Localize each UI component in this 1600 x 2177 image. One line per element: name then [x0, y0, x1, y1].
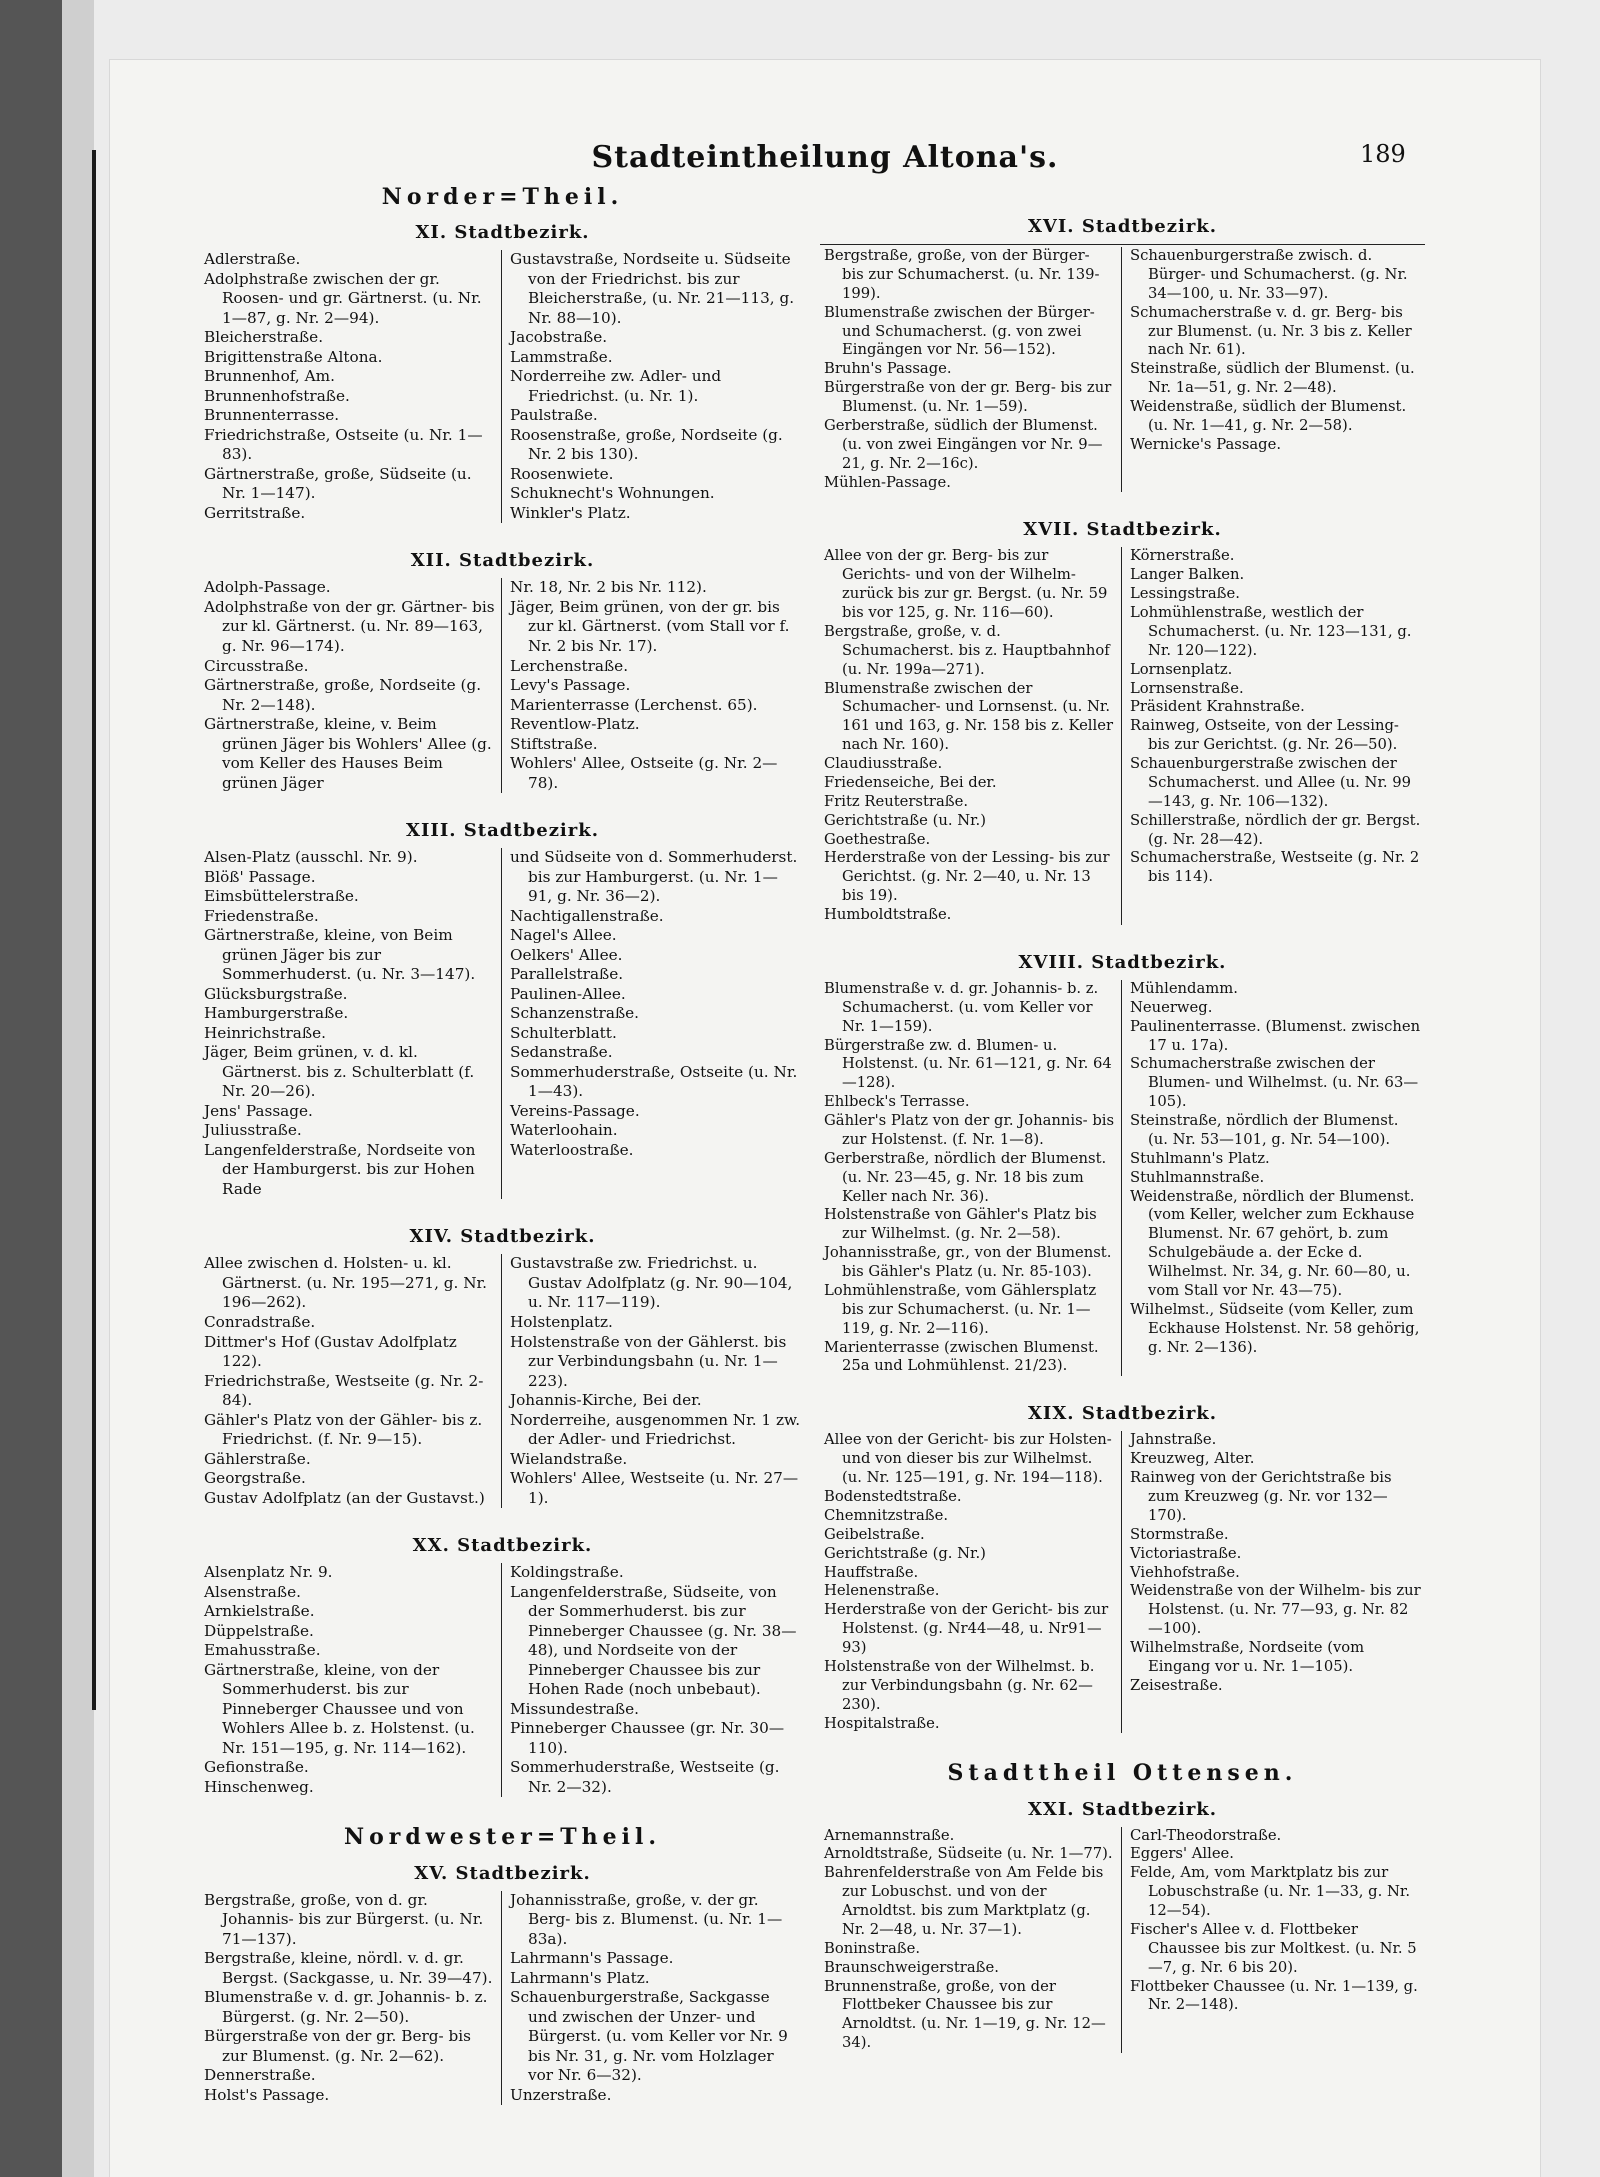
street-entry: Conradstraße. [204, 1313, 316, 1331]
street-entry: Schuknecht's Wohnungen. [510, 484, 715, 503]
street-entry: Marienterrasse (Lerchenst. 65). [510, 695, 758, 714]
street-entry: Holstenstraße von der Gählerst. bis zur Verbindungsbahn (u. Nr. 1—223). [510, 1332, 787, 1390]
district-heading: XXI. Stadtbezirk. [1027, 1798, 1218, 1820]
district-heading: XV. Stadtbezirk. [414, 1862, 591, 1884]
right-column [820, 215, 1425, 2079]
street-entry: Sommerhuderstraße, Ostseite (u. Nr. 1—43). [510, 1062, 798, 1101]
street-entry: Gähler's Platz von der gr. Johannis- bis zur Holstenst. (f. Nr. 1—8). [824, 1112, 1115, 1148]
street-entry: Allee von der gr. Berg- bis zur Gerichts- und von der Wilhelm- zurück bis zur gr. Bergst. (u. Nr. 59 bis vor 125, g. Nr. 116—60). [824, 547, 1108, 622]
street-list [502, 578, 805, 793]
street-entry: Hauffstraße. [824, 1563, 919, 1581]
street-list [502, 1563, 805, 1797]
street-entry: Körnerstraße. [1130, 547, 1235, 565]
district-section [200, 549, 805, 793]
district-section [820, 1402, 1425, 1733]
district-section [200, 1862, 805, 2106]
district-heading: XI. Stadtbezirk. [415, 222, 590, 244]
street-entry: Holstenstraße von Gähler's Platz bis zur Wilhelmst. (g. Nr. 2—58). [824, 1206, 1097, 1243]
street-entry: Hinschenweg. [204, 1777, 314, 1796]
page-title: Stadteintheilung Altona's. [591, 140, 1059, 175]
street-entry: Circusstraße. [204, 656, 309, 675]
street-entry: Paulinen-Allee. [510, 984, 626, 1003]
street-entry: Gärtnerstraße, kleine, von der Sommerhuderst. bis zur Pinneberger Chaussee und von Wohlers Allee b. z. Holstenst. (u. Nr. 151—195, g. Nr. 114—162). [204, 1660, 475, 1757]
street-entry: Bürgerstraße zw. d. Blumen- u. Holstenst. (u. Nr. 61—121, g. Nr. 64—128). [824, 1036, 1112, 1092]
street-entry: Allee von der Gericht- bis zur Holsten- und von dieser bis zur Wilhelmst. (u. Nr. 125—191, g. Nr. 194—118). [824, 1431, 1112, 1487]
street-entry: Pinneberger Chaussee (gr. Nr. 30—110). [510, 1719, 785, 1757]
street-entry: Braunschweigerstraße. [824, 1958, 999, 1976]
street-entry: Gefionstraße. [204, 1758, 309, 1777]
street-list [1122, 547, 1425, 925]
street-entry: Bodenstedtstraße. [824, 1488, 962, 1505]
street-list [200, 1891, 502, 2106]
street-entry: Friedenstraße. [204, 906, 319, 925]
street-entry: Jens' Passage. [204, 1101, 313, 1120]
street-entry: und Südseite von d. Sommerhuderst. bis zur Hamburgerst. (u. Nr. 1—91, g. Nr. 36—2). [510, 848, 798, 906]
street-entry: Eimsbüttelerstraße. [204, 887, 359, 906]
street-entry: Kreuzweg, Alter. [1130, 1450, 1255, 1468]
scan-edge-light [62, 0, 94, 2177]
street-entry: Gähler's Platz von der Gähler- bis z. Friedrichst. (f. Nr. 9—15). [204, 1410, 483, 1449]
street-entry: Stuhlmannstraße. [1130, 1168, 1265, 1186]
street-entry: Waterloostraße. [510, 1140, 634, 1159]
district-heading: XIV. Stadtbezirk. [409, 1226, 596, 1248]
street-entry: Gerichtstraße (g. Nr.) [824, 1544, 986, 1562]
street-entry: Blöß' Passage. [204, 867, 316, 886]
street-entry: Lerchenstraße. [510, 656, 629, 675]
street-entry: Bleicherstraße. [204, 328, 324, 347]
street-list [502, 1891, 805, 2106]
street-entry: Schauenburgerstraße zwischen der Schumacherst. und Allee (u. Nr. 99—143, g. Nr. 106—132). [1130, 755, 1412, 810]
street-entry: Vereins-Passage. [510, 1101, 640, 1120]
street-entry: Gärtnerstraße, große, Nordseite (g. Nr. 2—148). [204, 676, 482, 714]
street-entry: Ehlbeck's Terrasse. [824, 1093, 970, 1111]
street-entry: Blumenstraße v. d. gr. Johannis- b. z. Bürgerst. (g. Nr. 2—50). [204, 1988, 488, 2026]
street-entry: Goethestraße. [824, 830, 931, 848]
street-entry: Wielandstraße. [510, 1449, 628, 1468]
street-entry: Lohmühlenstraße, vom Gählersplatz bis zur Schumacherst. (u. Nr. 1—119, g. Nr. 2—116). [824, 1281, 1097, 1337]
street-list [502, 848, 805, 1199]
street-entry: Gärtnerstraße, große, Südseite (u. Nr. 1—147). [204, 464, 472, 503]
street-entry: Gärtnerstraße, kleine, v. Beim grünen Jäger bis Wohlers' Allee (g. vom Keller des Hauses Beim grünen Jäger [204, 715, 492, 792]
street-entry: Schumacherstraße, Westseite (g. Nr. 2 bis 114). [1130, 849, 1420, 886]
street-entry: Hamburgerstraße. [204, 1004, 349, 1023]
street-entry: Jacobstraße. [510, 328, 608, 347]
street-entry: Bergstraße, große, v. d. Schumacherst. bis z. Hauptbahnhof (u. Nr. 199a—271). [824, 622, 1110, 678]
street-entry: Johannisstraße, große, v. der gr. Berg- bis z. Blumenst. (u. Nr. 1—83a). [510, 1890, 783, 1948]
street-list [502, 1254, 805, 1508]
part-heading-nordwester: Nordwester=Theil. [344, 1824, 661, 1851]
street-entry: Alsen-Platz (ausschl. Nr. 9). [204, 848, 418, 867]
street-entry: Wohlers' Allee, Westseite (u. Nr. 27—1). [510, 1469, 799, 1507]
street-entry: Roosenwiete. [510, 464, 614, 483]
street-entry: Weidenstraße von der Wilhelm- bis zur Holstenst. (u. Nr. 77—93, g. Nr. 82—100). [1130, 1582, 1421, 1638]
street-entry: Bahrenfelderstraße von Am Felde bis zur Lobuschst. und von der Arnoldtst. bis zum Marktplatz (g. Nr. 2—48, u. Nr. 37—1). [824, 1864, 1104, 1938]
street-entry: Fritz Reuterstraße. [824, 792, 969, 810]
street-entry: Adolphstraße von der gr. Gärtner- bis zur kl. Gärtnerst. (u. Nr. 89—163, g. Nr. 96—174). [204, 597, 495, 655]
street-entry: Weidenstraße, nördlich der Blumenst. (vom Keller, welcher zum Eckhause Blumenst. Nr. 67 gehört, b. zum Schulgebäude a. der Ecke d. Wilhelmst. Nr. 34, g. Nr. 60—80, u. vom Stall vor Nr. 43—75). [1130, 1187, 1415, 1299]
street-entry: Stiftstraße. [510, 734, 598, 753]
district-section [820, 1798, 1425, 2054]
street-entry: Boninstraße. [824, 1939, 921, 1957]
scan-edge-dark [0, 0, 62, 2177]
street-entry: Gerberstraße, südlich der Blumenst. (u. von zwei Eingängen vor Nr. 9—21, g. Nr. 2—16c). [824, 416, 1103, 472]
street-entry: Stuhlmann's Platz. [1130, 1149, 1270, 1167]
district-section [200, 221, 805, 523]
street-entry: Alsenplatz Nr. 9. [204, 1563, 333, 1582]
street-entry: Heinrichstraße. [204, 1023, 326, 1042]
street-entry: Viehhofstraße. [1130, 1563, 1240, 1581]
street-entry: Lornsenstraße. [1130, 679, 1244, 697]
street-entry: Koldingstraße. [510, 1563, 624, 1582]
street-entry: Lahrmann's Passage. [510, 1949, 674, 1968]
street-entry: Paulinenterrasse. (Blumenst. zwischen 17 u. 17a). [1130, 1017, 1421, 1054]
district-heading: XVII. Stadtbezirk. [1023, 519, 1222, 541]
street-entry: Georgstraße. [204, 1469, 306, 1488]
street-entry: Herderstraße von der Lessing- bis zur Gerichtst. (g. Nr. 2—40, u. Nr. 13 bis 19). [824, 849, 1110, 905]
street-list [502, 250, 805, 523]
street-entry: Holst's Passage. [204, 2085, 330, 2104]
street-entry: Mühlen-Passage. [824, 473, 951, 491]
district-section [820, 518, 1425, 925]
district-section [200, 1225, 805, 1508]
street-entry: Wilhelmstraße, Nordseite (vom Eingang vor u. Nr. 1—105). [1130, 1639, 1365, 1675]
street-list [820, 547, 1122, 925]
street-entry: Gerichtstraße (u. Nr.) [824, 811, 986, 829]
street-entry: Gustavstraße, Nordseite u. Südseite von der Friedrichst. bis zur Bleicherstraße, (u. Nr. 21—113, g. Nr. 88—10). [510, 250, 795, 327]
street-entry: Johannis-Kirche, Bei der. [510, 1391, 702, 1410]
street-entry: Lornsenplatz. [1130, 660, 1233, 678]
street-entry: Nr. 18, Nr. 2 bis Nr. 112). [510, 578, 707, 597]
street-list [1122, 1827, 1425, 2054]
street-entry: Adlerstraße. [204, 250, 301, 269]
street-entry: Sommerhuderstraße, Westseite (g. Nr. 2—32). [510, 1758, 780, 1796]
street-entry: Friedrichstraße, Westseite (g. Nr. 2-84). [204, 1371, 484, 1410]
street-list [820, 980, 1122, 1376]
district-heading: XX. Stadtbezirk. [412, 1535, 593, 1557]
street-entry: Unzerstraße. [510, 2085, 612, 2104]
street-entry: Lohmühlenstraße, westlich der Schumacherst. (u. Nr. 123—131, g. Nr. 120—122). [1130, 604, 1412, 659]
street-entry: Rainweg von der Gerichtstraße bis zum Kreuzweg (g. Nr. vor 132—170). [1130, 1469, 1392, 1524]
street-entry: Neuerweg. [1130, 998, 1213, 1016]
street-entry: Dittmer's Hof (Gustav Adolfplatz 122). [204, 1332, 457, 1371]
street-entry: Marienterrasse (zwischen Blumenst. 25a und Lohmühlenst. 21/23). [824, 1338, 1099, 1375]
street-entry: Norderreihe zw. Adler- und Friedrichst. (u. Nr. 1). [510, 367, 722, 405]
street-entry: Adolphstraße zwischen der gr. Roosen- und gr. Gärtnerst. (u. Nr. 1—87, g. Nr. 2—94). [204, 269, 482, 327]
street-list [820, 1827, 1122, 2054]
street-entry: Langer Balken. [1130, 566, 1245, 584]
street-entry: Gustav Adolfplatz (an der Gustavst.) [204, 1488, 485, 1507]
street-entry: Düppelstraße. [204, 1621, 314, 1640]
street-list [200, 1254, 502, 1508]
street-entry: Schulterblatt. [510, 1023, 617, 1042]
street-entry: Friedenseiche, Bei der. [824, 773, 997, 791]
street-entry: Missundestraße. [510, 1699, 639, 1718]
street-entry: Reventlow-Platz. [510, 715, 640, 734]
street-entry: Eggers' Allee. [1130, 1845, 1234, 1863]
street-entry: Bürgerstraße von der gr. Berg- bis zur Blumenst. (u. Nr. 1—59). [824, 379, 1112, 416]
street-entry: Brigittenstraße Altona. [204, 347, 383, 366]
street-entry: Flottbeker Chaussee (u. Nr. 1—139, g. Nr. 2—148). [1130, 1977, 1418, 2014]
street-entry: Brunnenhof, Am. [204, 367, 335, 386]
street-entry: Blumenstraße zwischen der Schumacher- und Lornsenst. (u. Nr. 161 und 163, g. Nr. 158 bis z. Keller nach Nr. 160). [824, 679, 1114, 754]
street-entry: Adolph-Passage. [204, 578, 331, 597]
street-entry: Jäger, Beim grünen, von der gr. bis zur kl. Gärtnerst. (vom Stall vor f. Nr. 2 bis Nr. 17). [510, 597, 790, 655]
street-entry: Gählerstraße. [204, 1449, 311, 1468]
district-heading: XIX. Stadtbezirk. [1027, 1403, 1218, 1425]
street-entry: Lessingstraße. [1130, 585, 1240, 603]
street-entry: Lahrmann's Platz. [510, 1968, 650, 1987]
street-entry: Zeisestraße. [1130, 1676, 1223, 1694]
street-list [200, 1563, 502, 1797]
street-list [200, 250, 502, 523]
street-list [1122, 1431, 1425, 1733]
street-entry: Felde, Am, vom Marktplatz bis zur Lobuschstraße (u. Nr. 1—33, g. Nr. 12—54). [1130, 1864, 1411, 1920]
street-entry: Allee zwischen d. Holsten- u. kl. Gärtnerst. (u. Nr. 195—271, g. Nr. 196—262). [204, 1254, 488, 1312]
street-entry: Friedrichstraße, Ostseite (u. Nr. 1—83). [204, 425, 483, 464]
street-entry: Glücksburgstraße. [204, 984, 348, 1003]
district-section [200, 1534, 805, 1797]
street-entry: Mühlendamm. [1130, 979, 1238, 997]
street-entry: Gustavstraße zw. Friedrichst. u. Gustav Adolfplatz (g. Nr. 90—104, u. Nr. 117—119). [510, 1254, 793, 1312]
part-heading-ottensen: Stadttheil Ottensen. [947, 1760, 1298, 1787]
street-entry: Schauenburgerstraße, Sackgasse und zwischen der Unzer- und Bürgerst. (u. vom Keller vor Nr. 9 bis Nr. 31, g. Nr. vom Holzlager vor Nr. 6—32). [510, 1988, 788, 2085]
street-entry: Dennerstraße. [204, 2066, 316, 2085]
street-entry: Gerberstraße, nördlich der Blumenst. (u. Nr. 23—45, g. Nr. 18 bis zum Keller nach Nr. 36). [824, 1149, 1107, 1205]
street-entry: Steinstraße, nördlich der Blumenst. (u. Nr. 53—101, g. Nr. 54—100). [1130, 1112, 1399, 1148]
street-entry: Parallelstraße. [510, 965, 624, 984]
street-entry: Arnkielstraße. [204, 1602, 315, 1621]
street-entry: Oelkers' Allee. [510, 945, 623, 964]
street-entry: Bruhn's Passage. [824, 360, 952, 378]
street-entry: Juliusstraße. [204, 1121, 302, 1140]
street-entry: Nachtigallenstraße. [510, 906, 664, 925]
street-entry: Schillerstraße, nördlich der gr. Bergst. (g. Nr. 28—42). [1130, 811, 1421, 848]
street-entry: Chemnitzstraße. [824, 1506, 949, 1524]
street-entry: Bergstraße, große, von der Bürger- bis zur Schumacherst. (u. Nr. 139-199). [824, 247, 1100, 302]
street-entry: Waterloohain. [510, 1121, 618, 1140]
street-entry: Levy's Passage. [510, 676, 631, 695]
street-entry: Winkler's Platz. [510, 503, 631, 522]
street-entry: Arnemannstraße. [824, 1826, 955, 1844]
street-entry: Brunnenhofstraße. [204, 386, 350, 405]
page-number: 189 [1360, 140, 1406, 168]
left-column [200, 175, 805, 2131]
street-list [820, 1431, 1122, 1733]
street-entry: Carl-Theodorstraße. [1130, 1826, 1282, 1844]
street-entry: Helenenstraße. [824, 1582, 940, 1600]
street-entry: Humboldtstraße. [824, 906, 952, 924]
street-entry: Herderstraße von der Gericht- bis zur Holstenst. (g. Nr44—48, u. Nr91—93) [824, 1601, 1109, 1656]
street-entry: Lammstraße. [510, 347, 613, 366]
street-entry: Hospitalstraße. [824, 1714, 940, 1732]
street-entry: Johannisstraße, gr., von der Blumenst. bis Gähler's Platz (u. Nr. 85-103). [824, 1244, 1112, 1281]
street-entry: Bergstraße, große, von d. gr. Johannis- bis zur Bürgerst. (u. Nr. 71—137). [204, 1890, 484, 1948]
street-entry: Wohlers' Allee, Ostseite (g. Nr. 2—78). [510, 754, 778, 792]
street-entry: Sedanstraße. [510, 1043, 613, 1062]
street-entry: Brunnenstraße, große, von der Flottbeker Chaussee bis zur Arnoldtst. (u. Nr. 1—19, g. Nr. 12—34). [824, 1977, 1106, 2052]
street-entry: Emahusstraße. [204, 1641, 321, 1660]
district-section [820, 951, 1425, 1376]
district-section [820, 215, 1425, 492]
street-entry: Wilhelmst., Südseite (vom Keller, zum Eckhause Holstenst. Nr. 58 gehörig, g. Nr. 2—136). [1130, 1300, 1420, 1356]
street-entry: Roosenstraße, große, Nordseite (g. Nr. 2 bis 130). [510, 425, 783, 464]
street-entry: Jahnstraße. [1130, 1431, 1217, 1449]
street-list [200, 848, 502, 1199]
street-entry: Paulstraße. [510, 406, 598, 425]
street-entry: Bürgerstraße von der gr. Berg- bis zur Blumenst. (g. Nr. 2—62). [204, 2027, 472, 2065]
district-heading: XIII. Stadtbezirk. [406, 820, 599, 842]
street-list [1122, 247, 1425, 492]
street-list [1122, 980, 1425, 1376]
street-entry: Blumenstraße v. d. gr. Johannis- b. z. Schumacherst. (u. vom Keller vor Nr. 1—159). [824, 979, 1099, 1035]
street-entry: Nagel's Allee. [510, 926, 617, 945]
street-entry: Blumenstraße zwischen der Bürger- und Schumacherst. (g. von zwei Eingängen vor Nr. 56—152). [824, 303, 1095, 359]
street-entry: Stormstraße. [1130, 1525, 1229, 1543]
street-entry: Langenfelderstraße, Nordseite von der Hamburgerst. bis zur Hohen Rade [204, 1140, 476, 1198]
street-entry: Bergstraße, kleine, nördl. v. d. gr. Bergst. (Sackgasse, u. Nr. 39—47). [204, 1949, 493, 1987]
street-entry: Steinstraße, südlich der Blumenst. (u. Nr. 1a—51, g. Nr. 2—48). [1130, 360, 1415, 397]
street-entry: Norderreihe, ausgenommen Nr. 1 zw. der Adler- und Friedrichst. [510, 1410, 801, 1449]
street-entry: Schanzenstraße. [510, 1004, 639, 1023]
district-section [200, 819, 805, 1199]
street-entry: Weidenstraße, südlich der Blumenst. (u. Nr. 1—41, g. Nr. 2—58). [1130, 398, 1407, 434]
district-heading: XII. Stadtbezirk. [410, 550, 595, 572]
street-entry: Arnoldtstraße, Südseite (u. Nr. 1—77). [824, 1845, 1113, 1863]
street-entry: Fischer's Allee v. d. Flottbeker Chaussee bis zur Moltkest. (u. Nr. 5—7, g. Nr. 6 bis 20). [1130, 1920, 1417, 1976]
street-entry: Langenfelderstraße, Südseite, von der Sommerhuderst. bis zur Pinneberger Chaussee (g. Nr. 38—48), und Nordseite von der Pinneberger Chaussee bis zur Hohen Rade (noch unbebaut). [510, 1582, 797, 1699]
street-entry: Holstenplatz. [510, 1313, 613, 1331]
street-entry: Schauenburgerstraße zwisch. d. Bürger- und Schumacherst. (g. Nr. 34—100, u. Nr. 33—97). [1130, 247, 1408, 302]
street-entry: Victoriastraße. [1130, 1544, 1242, 1562]
street-list [820, 247, 1122, 492]
street-entry: Brunnenterrasse. [204, 406, 340, 425]
street-entry: Schumacherstraße zwischen der Blumen- und Wilhelmst. (u. Nr. 63—105). [1130, 1055, 1419, 1111]
district-heading: XVI. Stadtbezirk. [1027, 216, 1218, 237]
district-heading: XVIII. Stadtbezirk. [1018, 951, 1227, 973]
street-entry: Geibelstraße. [824, 1525, 925, 1543]
street-entry: Wernicke's Passage. [1130, 435, 1282, 453]
street-list [200, 578, 502, 793]
street-entry: Präsident Krahnstraße. [1130, 698, 1305, 716]
street-entry: Jäger, Beim grünen, v. d. kl. Gärtnerst. bis z. Schulterblatt (f. Nr. 20—26). [204, 1043, 475, 1101]
street-entry: Rainweg, Ostseite, von der Lessing- bis zur Gerichtst. (g. Nr. 26—50). [1130, 717, 1399, 754]
part-heading-norder: Norder=Theil. [381, 184, 624, 210]
scan-edge-line [92, 150, 96, 1710]
street-entry: Holstenstraße von der Wilhelmst. b. zur Verbindungsbahn (g. Nr. 62—230). [824, 1657, 1095, 1713]
street-entry: Claudiusstraße. [824, 755, 943, 773]
street-entry: Gärtnerstraße, kleine, von Beim grünen Jäger bis zur Sommerhuderst. (u. Nr. 3—147). [204, 926, 476, 984]
street-entry: Alsenstraße. [204, 1582, 301, 1601]
street-entry: Schumacherstraße v. d. gr. Berg- bis zur Blumenst. (u. Nr. 3 bis z. Keller nach Nr. 61). [1130, 303, 1412, 359]
street-entry: Gerritstraße. [204, 503, 306, 522]
